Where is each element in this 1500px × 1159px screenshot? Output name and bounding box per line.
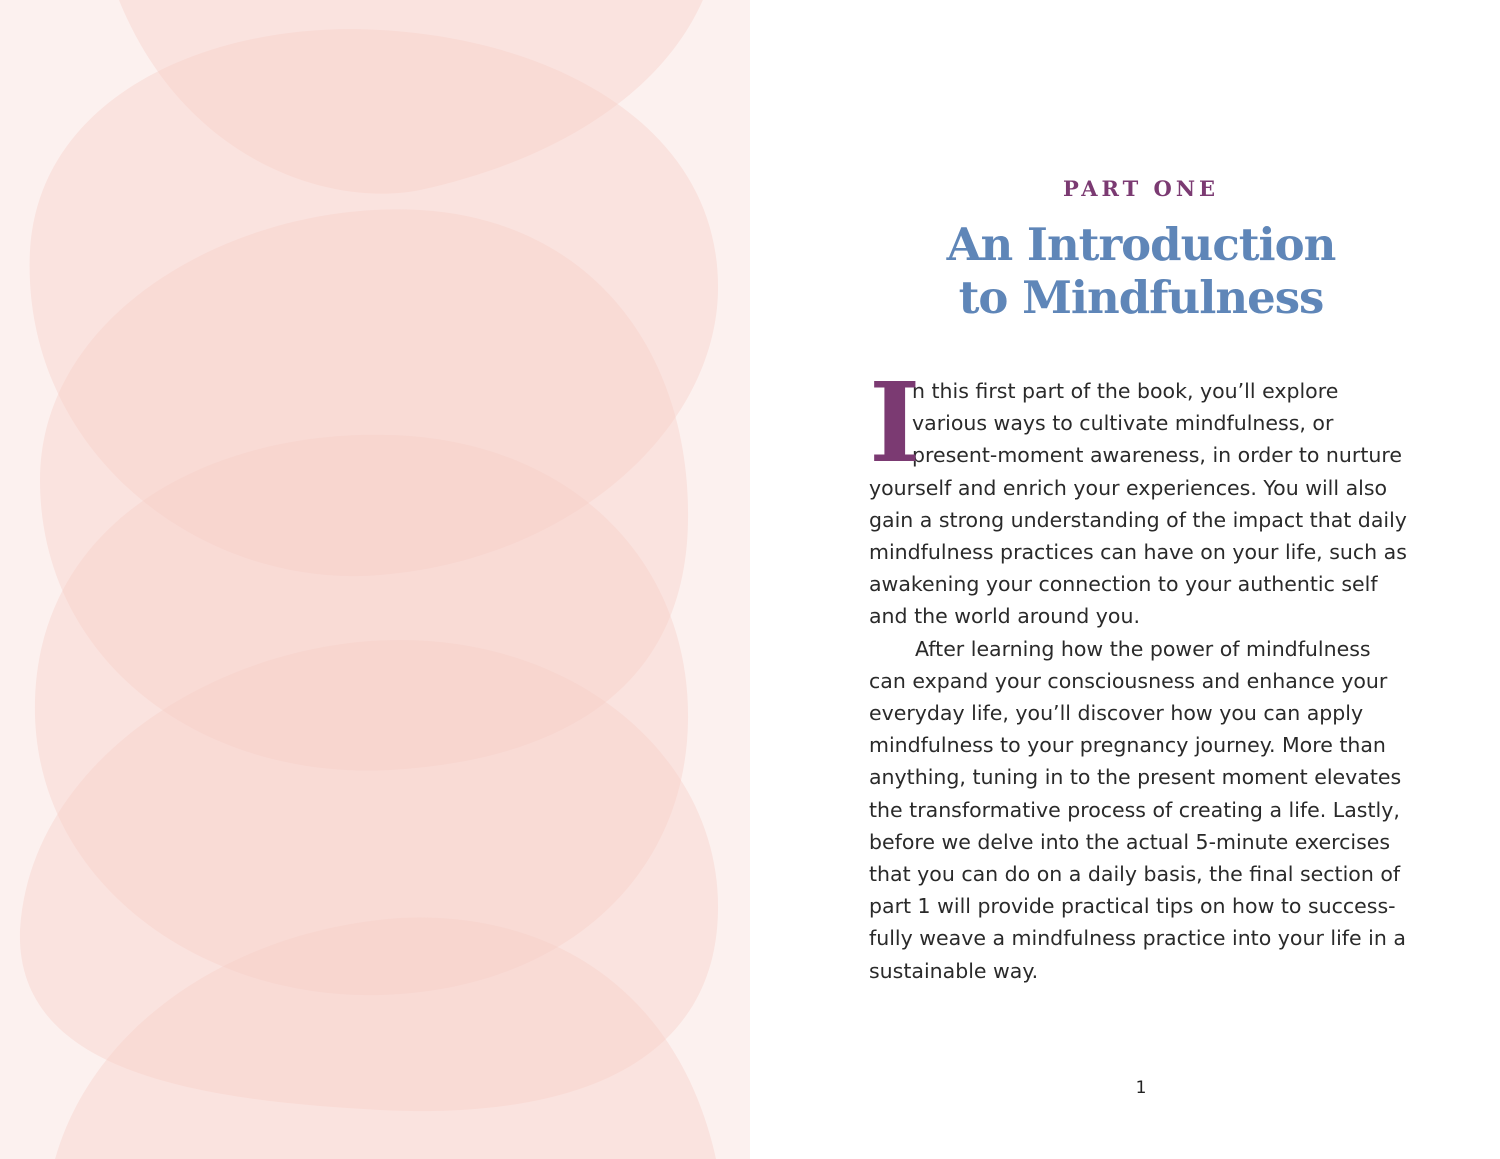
- text-line: fully weave a mindfulness practice into your life in a: [869, 926, 1406, 951]
- chapter-title-line-2: to Mindfulness: [958, 271, 1324, 324]
- text-line: n this first part of the book, you’ll explore: [912, 379, 1339, 403]
- text-line: various ways to cultivate mindfulness, or: [912, 411, 1334, 436]
- text-line: anything, tuning in to the present moment elevates: [869, 765, 1402, 790]
- text-line: present-moment awareness, in order to nurture: [912, 443, 1402, 468]
- text-line: yourself and enrich your experiences. You will also: [869, 475, 1388, 500]
- text-line: everyday life, you’ll discover how you can apply: [869, 701, 1364, 726]
- text-line: the transformative process of creating a life. Lastly,: [869, 797, 1400, 822]
- part-label: PART ONE: [1062, 176, 1220, 201]
- text-line: before we delve into the actual 5-minute exercises: [869, 829, 1391, 854]
- drop-cap: I: [869, 358, 921, 487]
- right-page: [750, 0, 1500, 1159]
- text-line: After learning how the power of mindfulness: [915, 636, 1371, 661]
- chapter-title-line-1: An Introduction: [946, 218, 1336, 271]
- text-line: awakening your connection to your authentic self: [869, 572, 1378, 597]
- text-line: and the world around you.: [869, 604, 1140, 629]
- text-line: part 1 will provide practical tips on how to success-: [869, 894, 1396, 919]
- page-number: 1: [1135, 1078, 1147, 1098]
- text-line: mindfulness practices can have on your life, such as: [869, 540, 1407, 565]
- text-line: sustainable way.: [869, 958, 1039, 983]
- text-line: can expand your consciousness and enhance your: [869, 668, 1388, 693]
- text-line: that you can do on a daily basis, the final section of: [869, 862, 1401, 887]
- chapter-title: [750, 218, 1500, 324]
- text-line: gain a strong understanding of the impact that daily: [869, 507, 1407, 532]
- text-line: mindfulness to your pregnancy journey. More than: [869, 733, 1386, 758]
- body-text: [869, 358, 1409, 987]
